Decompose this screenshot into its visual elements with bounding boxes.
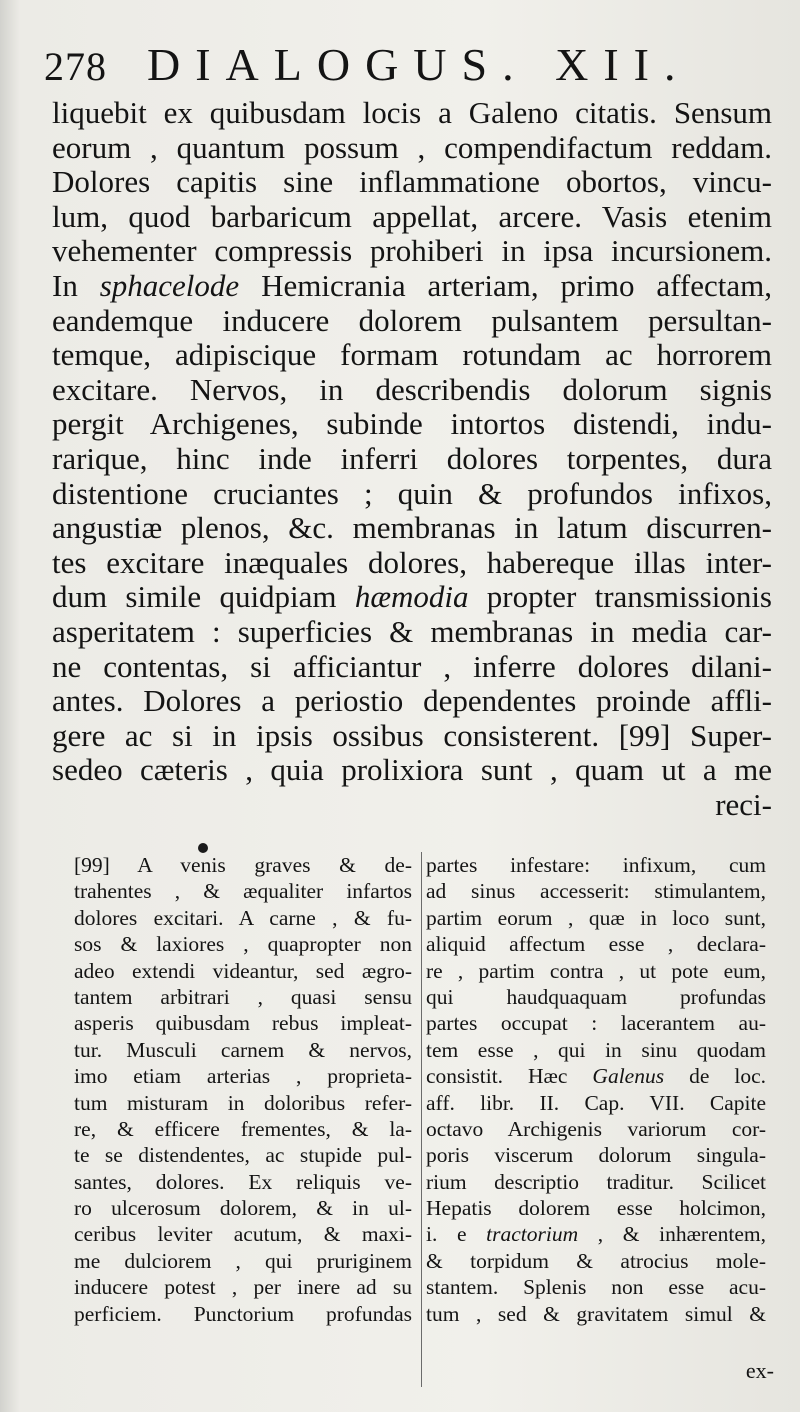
footnote-line: Hepatis dolorem esse holcimon, [426, 1196, 766, 1221]
main-text-line: sedeo cæteris , quia prolixiora sunt , quam ut a me [52, 752, 772, 788]
main-text-line: eorum , quantum possum , compendifactum reddam. [52, 129, 772, 165]
footnote-line: aff. libr. II. Cap. VII. Capite [426, 1090, 766, 1115]
main-text-line: In sphacelode Hemicrania arteriam, primo affectam, [52, 267, 772, 303]
footnote-line: partes occupat : lacerantem au- [426, 1011, 766, 1036]
footnote-line: poris viscerum dolorum singula- [426, 1143, 766, 1168]
footnote-line: qui haudquaquam profundas [426, 984, 766, 1009]
footnote-line: stantem. Splenis non esse acu- [426, 1275, 766, 1300]
footnote-line: asperis quibusdam rebus impleat- [74, 1011, 412, 1036]
italic-term: tractorium [486, 1222, 579, 1247]
footnotes-block [60, 852, 770, 1387]
catchword: ex- [745, 1358, 774, 1383]
italic-term: hæmodia [354, 579, 469, 615]
column-divider [421, 852, 422, 1387]
running-title: DIALOGUS. XII. [147, 39, 691, 90]
footnote-line: consistit. Hæc Galenus de loc. [426, 1064, 766, 1089]
footnote-line: partim eorum , quæ in loco sunt, [426, 905, 766, 930]
main-text-line: reci- [715, 786, 772, 822]
main-text-line: Dolores capitis sine inflammatione obortos, vincu- [52, 164, 772, 200]
footnote-line: tum misturam in doloribus refer- [74, 1090, 412, 1115]
main-text-line: antes. Dolores a periostio dependentes proinde affli- [52, 683, 772, 719]
main-text-line: eandemque inducere dolorem pulsantem persultan- [52, 302, 772, 338]
page-header [44, 38, 744, 98]
main-text-line: excitare. Nervos, in describendis dolorum signis [52, 371, 772, 407]
main-text-line: asperitatem : superficies & membranas in media car- [52, 613, 772, 649]
footnote-line: santes, dolores. Ex reliquis ve- [74, 1169, 412, 1194]
footnote-line: tem esse , qui in sinu quodam [426, 1037, 766, 1062]
footnote-line: ro ulcerosum dolorem, & in ul- [74, 1196, 412, 1221]
main-text-line: dum simile quidpiam hæmodia propter transmissionis [52, 579, 772, 615]
footnote-line: tantem arbitrari , quasi sensu [74, 984, 412, 1009]
footnote-line: partes infestare: infixum, cum [426, 853, 766, 877]
footnote-line: te se distendentes, ac stupide pul- [74, 1143, 412, 1168]
italic-term: sphacelode [99, 267, 240, 303]
footnote-line: ceribus leviter acutum, & maxi- [74, 1222, 412, 1247]
main-text-line: lum, quod barbaricum appellat, arcere. Vasis etenim [52, 198, 772, 234]
footnote-line: perficiem. Punctorium profundas [74, 1301, 412, 1326]
footnote-line: ad sinus accesserit: stimulantem, [426, 879, 766, 904]
main-text-line: ne contentas, si afficiantur , inferre dolores dilani- [52, 648, 772, 684]
footnote-column-right [426, 852, 766, 1327]
footnote-line: re, & efficere frementes, & la- [74, 1116, 412, 1141]
footnote-line: sos & laxiores , quapropter non [74, 932, 412, 957]
footnote-column-left [74, 852, 412, 1327]
italic-term: Galenus [592, 1064, 665, 1089]
footnote-line: imo etiam arterias , proprieta- [74, 1064, 412, 1089]
footnote-line: trahentes , & æqualiter infartos [74, 879, 412, 904]
page-number: 278 [44, 44, 107, 89]
main-text-line: rarique, hinc inde inferri dolores torpentes, dura [52, 440, 772, 476]
main-text-line: distentione cruciantes ; quin & profundos infixos, [52, 475, 772, 511]
footnote-line: me dulciorem , qui pruriginem [74, 1248, 412, 1273]
main-text-line: tes excitare inæquales dolores, habereque illas inter- [52, 544, 772, 580]
footnote-line: dolores excitari. A carne , & fu- [74, 905, 412, 930]
main-text-line: pergit Archigenes, subinde intortos distendi, indu- [52, 406, 772, 442]
footnote-line: inducere potest , per inere ad su [74, 1275, 412, 1300]
footnote-line: aliquid affectum esse , declara- [426, 932, 766, 957]
footnote-line: tur. Musculi carnem & nervos, [74, 1037, 412, 1062]
main-text-line: gere ac si in ipsis ossibus consisterent. [99] Super- [52, 717, 772, 753]
footnote-line: i. e tractorium , & inhærentem, [426, 1222, 766, 1247]
main-text-block [52, 96, 772, 822]
footnote-line: re , partim contra , ut pote eum, [426, 958, 766, 983]
footnote-line: tum , sed & gravitatem simul & [426, 1301, 766, 1326]
footnote-line: rium descriptio traditur. Scilicet [426, 1169, 766, 1194]
footnote-line: & torpidum & atrocius mole- [426, 1248, 766, 1273]
footnote-line: adeo extendi videantur, sed ægro- [74, 958, 412, 983]
main-text-line: vehementer compressis prohiberi in ipsa incursionem. [52, 233, 772, 269]
main-text-line: angustiæ plenos, &c. membranas in latum discurren- [52, 510, 772, 546]
main-text-line: liquebit ex quibusdam locis a Galeno citatis. Sensum [52, 95, 772, 130]
footnote-line: octavo Archigenis variorum cor- [426, 1116, 766, 1141]
main-text-line: temque, adipiscique formam rotundam ac horrorem [52, 337, 772, 373]
footnote-line: [99] A venis graves & de- [74, 853, 412, 877]
